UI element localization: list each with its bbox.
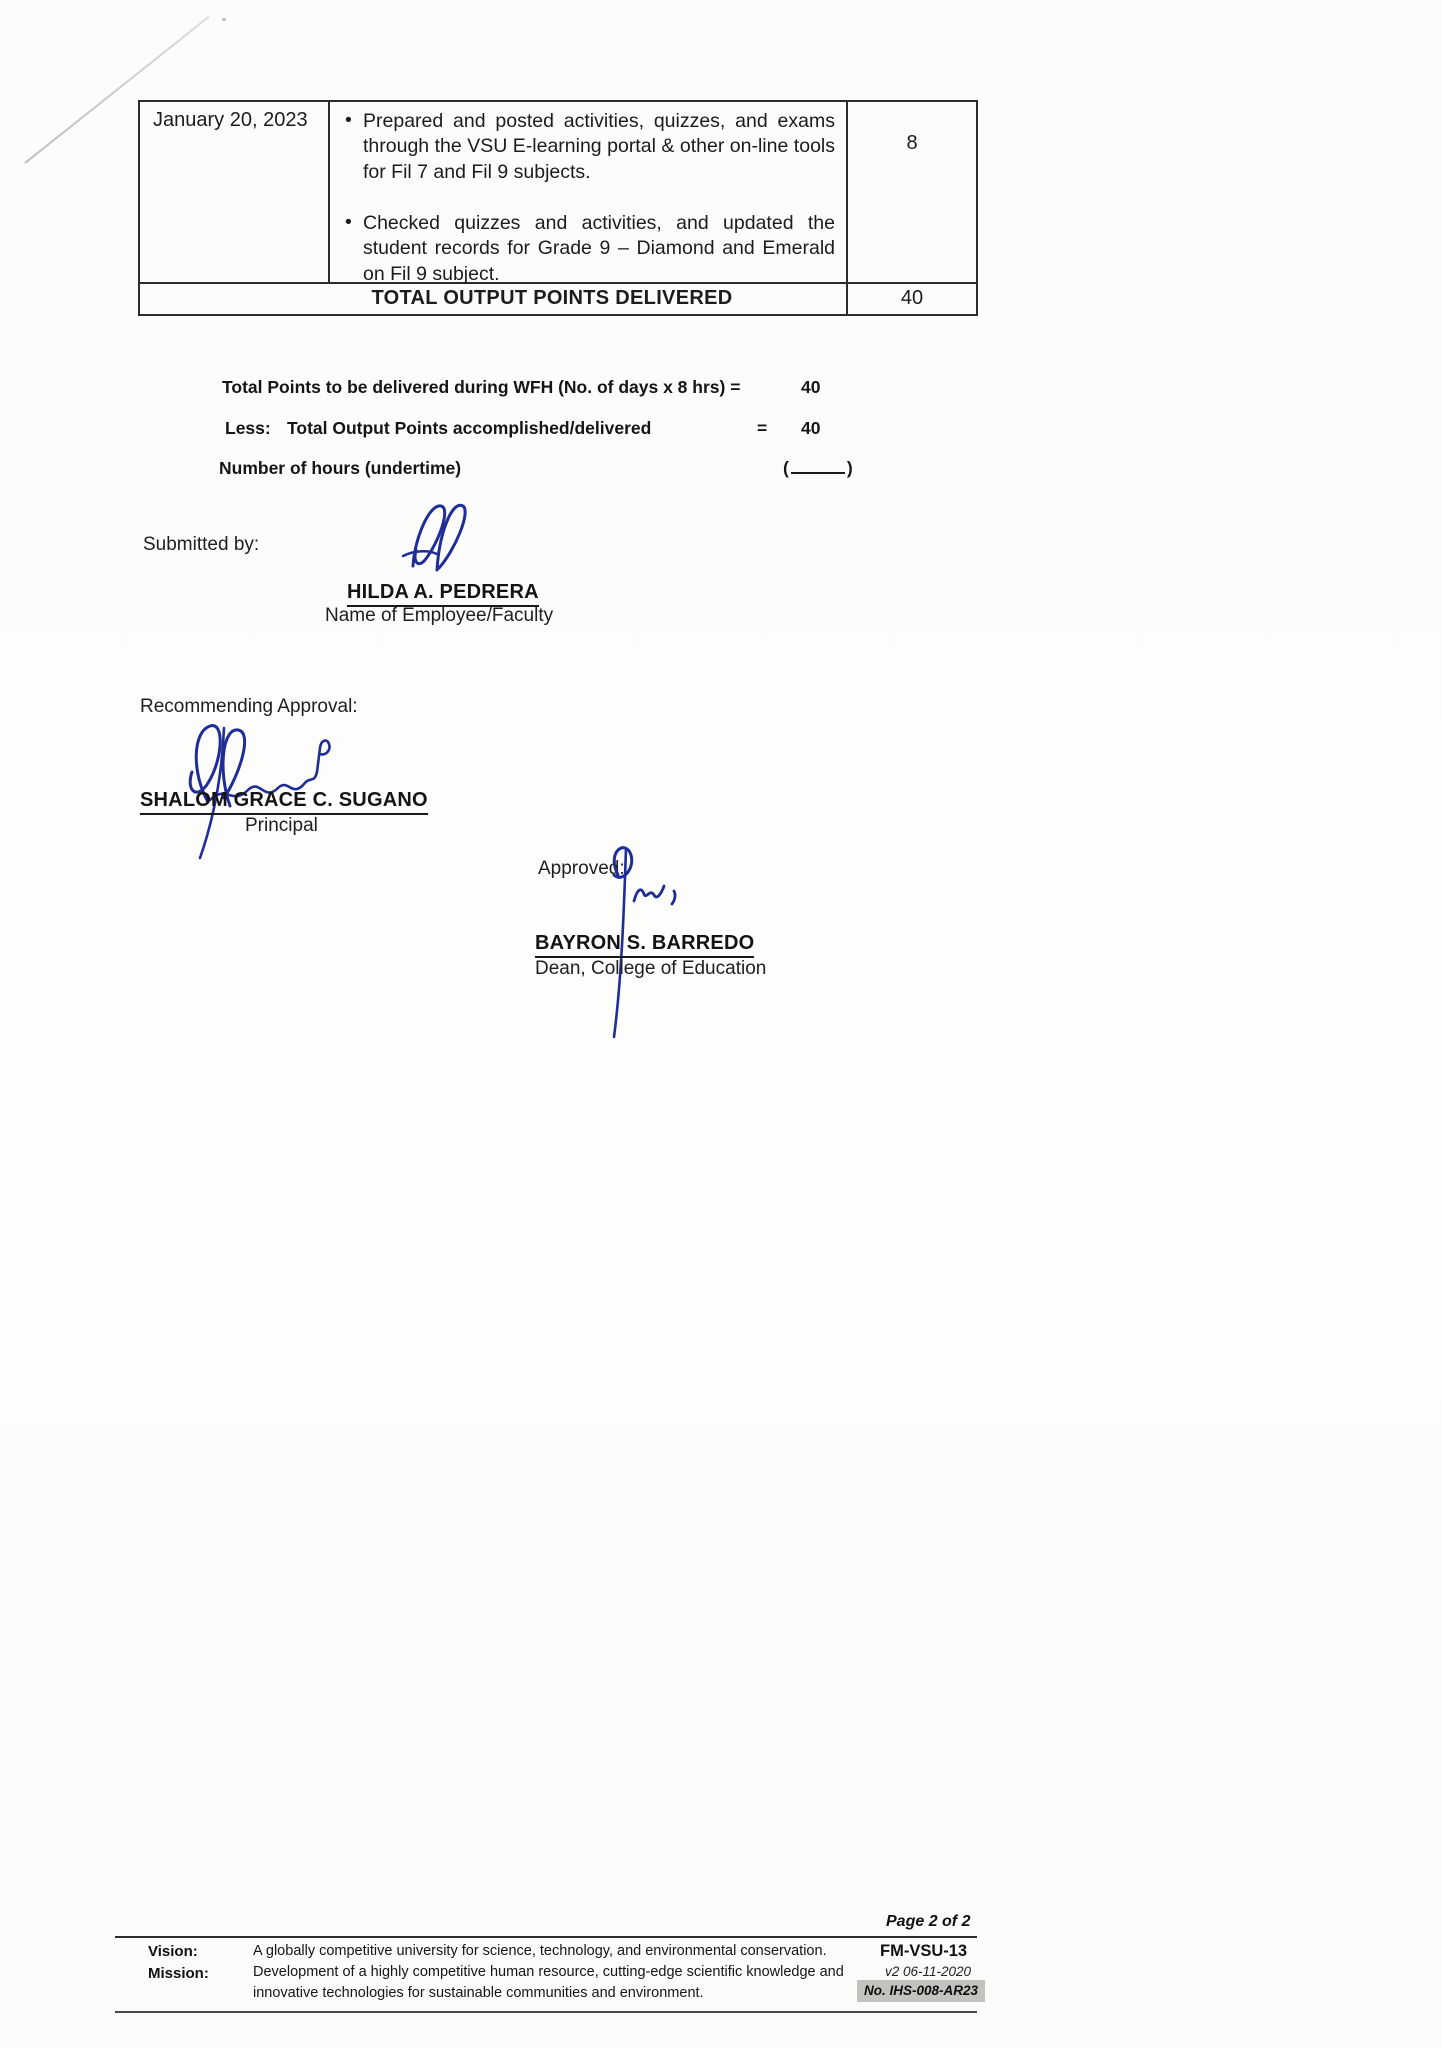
dean-role: Dean, College of Education <box>535 958 767 979</box>
table-total-points-cell <box>848 282 976 314</box>
bullet-icon: • <box>345 109 352 131</box>
employee-role: Name of Employee/Faculty <box>325 605 554 626</box>
wfh-points-label: Total Points to be delivered during WFH (No. of days x 8 hrs) = <box>222 377 741 397</box>
output-table <box>138 100 978 316</box>
table-date-cell <box>140 102 330 282</box>
recommending-approval-label: Recommending Approval: <box>140 696 358 717</box>
less-text: Total Output Points accomplished/delivered <box>287 418 652 438</box>
submitted-by-label: Submitted by: <box>143 534 260 555</box>
principal-name: SHALOM GRACE C. SUGANO <box>140 789 428 815</box>
scan-speck-artifact <box>222 18 226 21</box>
employee-name: HILDA A. PEDRERA <box>347 581 539 607</box>
mission-text: Development of a highly competitive human resource, cutting-edge scientific knowledge and innovative technologies for sustainable communities and environment. <box>253 1964 844 2001</box>
less-label: Less: <box>225 418 271 438</box>
activity-item <box>342 211 835 287</box>
wfh-points-value: 40 <box>801 377 821 397</box>
activity-text: Prepared and posted activities, quizzes, and exams through the VSU E-learning portal & other on-line tools for Fil 7 and Fil 9 subjects. <box>363 110 835 183</box>
points-value: 8 <box>906 132 918 154</box>
bullet-icon: • <box>345 211 352 234</box>
page-number: Page 2 of 2 <box>886 1913 971 1930</box>
activity-date: January 20, 2023 <box>153 109 308 131</box>
form-code: FM-VSU-13 <box>880 1942 968 1960</box>
undertime-blank-field <box>783 458 853 479</box>
footer-top-rule <box>115 1936 977 1938</box>
undertime-blank-line <box>791 459 845 474</box>
undertime-label: Number of hours (undertime) <box>219 458 462 478</box>
total-label: TOTAL OUTPUT POINTS DELIVERED <box>371 287 733 309</box>
close-paren: ) <box>846 458 853 478</box>
open-paren: ( <box>783 458 789 478</box>
mission-label: Mission: <box>148 1965 209 1982</box>
less-equals-sign: = <box>757 418 768 438</box>
vision-text: A globally competitive university for science, technology, and environmental conservation. <box>253 1943 827 1959</box>
dean-name: BAYRON S. BARREDO <box>535 932 754 958</box>
total-points-value: 40 <box>900 287 924 309</box>
less-value: 40 <box>801 418 821 438</box>
activity-item <box>342 109 835 185</box>
table-activities-cell <box>330 102 848 285</box>
activity-text: Checked quizzes and activities, and updated the student records for Grade 9 – Diamond and Emerald on Fil 9 subject. <box>363 212 835 285</box>
form-version: v2 06-11-2020 <box>885 1964 972 1979</box>
table-points-cell <box>848 102 976 282</box>
principal-signature <box>168 712 348 862</box>
footer-bottom-rule <box>115 2011 977 2013</box>
approved-label: Approved: <box>538 858 625 879</box>
vision-label: Vision: <box>148 1943 198 1960</box>
employee-signature <box>385 492 485 587</box>
principal-role: Principal <box>245 815 318 836</box>
document-number-badge: No. IHS-008-AR23 <box>857 1980 985 2002</box>
